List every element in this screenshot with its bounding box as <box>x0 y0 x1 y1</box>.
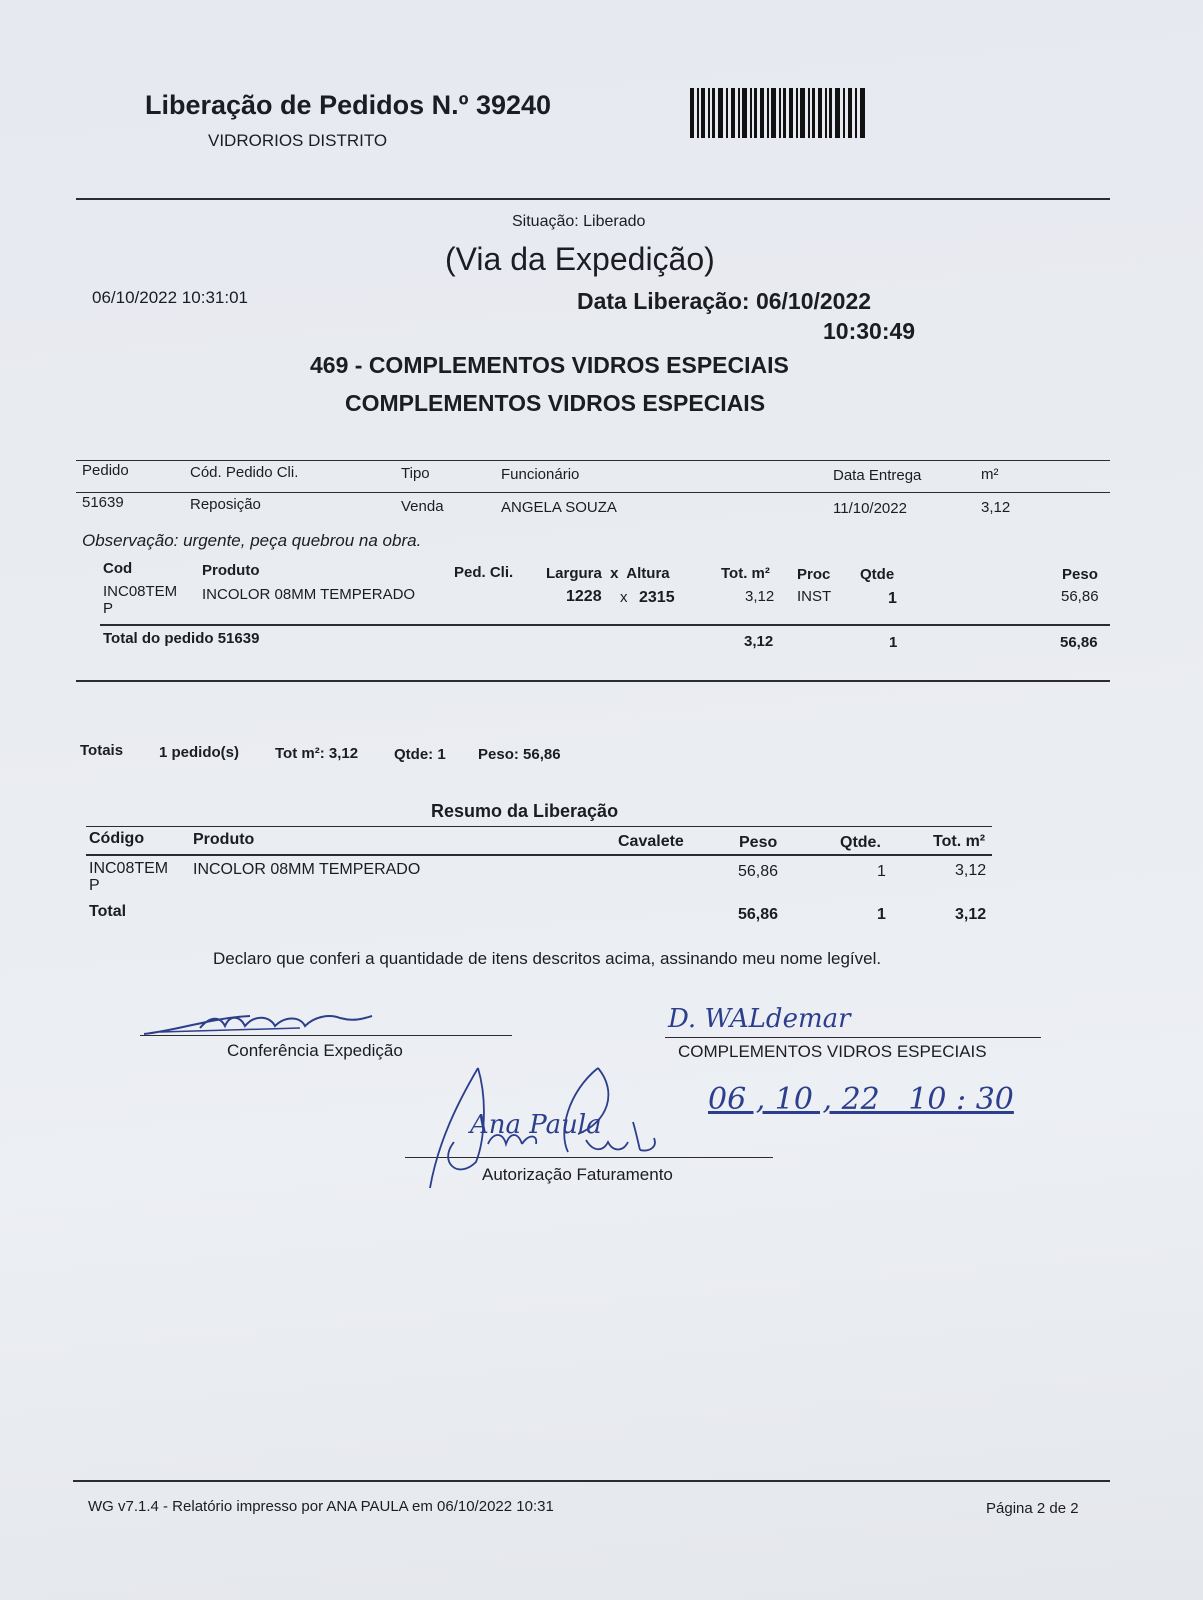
resumo-peso: 56,86 <box>738 863 779 880</box>
situacao-text: Situação: Liberado <box>512 213 646 230</box>
print-datetime: 06/10/2022 10:31:01 <box>92 288 248 307</box>
item-cod-line2: P <box>103 600 114 617</box>
col-largura-altura: Largura x Altura <box>546 565 670 582</box>
page-number: Página 2 de 2 <box>986 1500 1079 1517</box>
col-tipo: Tipo <box>401 465 430 482</box>
resumo-col-cavalete: Cavalete <box>618 833 684 850</box>
observacao: Observação: urgente, peça quebrou na obra. <box>82 531 422 550</box>
declaracao-text: Declaro que conferi a quantidade de itens descritos acima, assinando meu nome legível. <box>213 949 882 968</box>
footer-rule <box>73 1480 1110 1482</box>
item-largura: 1228 <box>566 588 602 605</box>
resumo-col-tot-m2: Tot. m² <box>933 833 986 850</box>
resumo-total-tot-m2: 3,12 <box>955 906 987 923</box>
footer-print-info: WG v7.1.4 - Relatório impresso por ANA PAULA em 06/10/2022 10:31 <box>88 1498 554 1515</box>
resumo-tot-m2: 3,12 <box>955 862 987 879</box>
data-entrega-value: 11/10/2022 <box>833 500 907 517</box>
company-name: VIDRORIOS DISTRITO <box>208 131 388 150</box>
tipo-value: Venda <box>401 498 444 515</box>
col-proc: Proc <box>797 566 831 583</box>
resumo-header-rule <box>86 854 992 856</box>
resumo-codigo-line2: P <box>89 877 100 894</box>
totais-m2: Tot m²: 3,12 <box>275 745 359 762</box>
autorizacao-label: Autorização Faturamento <box>482 1165 673 1184</box>
conferencia-signature-scribble <box>140 1008 380 1040</box>
handwritten-signature: Ana Paula <box>470 1110 602 1140</box>
total-pedido-label: Total do pedido 51639 <box>103 630 260 647</box>
via-expedicao: (Via da Expedição) <box>445 241 715 277</box>
item-x: x <box>620 589 628 606</box>
totais-pedidos: 1 pedido(s) <box>159 744 240 761</box>
col-cod-pedido-cli: Cód. Pedido Cli. <box>190 464 299 481</box>
resumo-total-peso: 56,86 <box>738 906 779 923</box>
resumo-codigo-line1: INC08TEM <box>89 860 169 877</box>
col-produto: Produto <box>202 562 260 579</box>
total-pedido-qtde: 1 <box>889 634 898 651</box>
pedido-header-rule <box>76 492 1110 493</box>
client-line-1: 469 - COMPLEMENTOS VIDROS ESPECIAIS <box>310 352 789 378</box>
item-tot-m2: 3,12 <box>745 588 775 605</box>
resumo-total-label: Total <box>89 903 127 920</box>
resumo-col-peso: Peso <box>739 834 778 851</box>
totais-peso: Peso: 56,86 <box>478 746 561 763</box>
resumo-col-codigo: Código <box>89 830 145 847</box>
empresa-label: COMPLEMENTOS VIDROS ESPECIAIS <box>678 1042 987 1061</box>
pedido-top-rule <box>76 460 1110 461</box>
header-divider <box>76 198 1110 200</box>
total-pedido-m2: 3,12 <box>744 633 774 650</box>
col-tot-m2: Tot. m² <box>721 565 770 582</box>
cod-pedido-cli-value: Reposição <box>190 496 261 513</box>
section-divider <box>76 680 1110 682</box>
resumo-top-rule <box>86 826 992 827</box>
empresa-signature-line <box>665 1037 1041 1038</box>
totais-label: Totais <box>80 742 124 759</box>
col-cod: Cod <box>103 560 133 577</box>
document-title: Liberação de Pedidos N.º 39240 <box>145 90 552 120</box>
handwritten-name-right: D. WALdemar <box>668 1004 851 1034</box>
funcionario-value: ANGELA SOUZA <box>501 499 617 516</box>
item-qtde: 1 <box>888 590 897 607</box>
resumo-produto: INCOLOR 08MM TEMPERADO <box>193 861 421 878</box>
item-peso: 56,86 <box>1061 588 1099 605</box>
resumo-title: Resumo da Liberação <box>431 801 619 821</box>
col-pedido: Pedido <box>82 462 129 479</box>
resumo-col-produto: Produto <box>193 831 255 848</box>
client-line-2: COMPLEMENTOS VIDROS ESPECIAIS <box>345 390 766 416</box>
total-pedido-peso: 56,86 <box>1060 634 1098 651</box>
pedido-number: 51639 <box>82 494 124 511</box>
item-produto: INCOLOR 08MM TEMPERADO <box>202 586 416 603</box>
col-m2: m² <box>981 466 999 483</box>
col-qtde: Qtde <box>860 566 895 583</box>
data-liberacao: Data Liberação: 06/10/2022 <box>577 288 872 314</box>
item-altura: 2315 <box>639 589 675 606</box>
resumo-col-qtde: Qtde. <box>840 834 881 851</box>
resumo-total-qtde: 1 <box>877 906 886 923</box>
handwritten-date: 06 , 10 , 22 10 : 30 <box>708 1082 1014 1117</box>
col-data-entrega: Data Entrega <box>833 467 922 484</box>
m2-value: 3,12 <box>981 499 1011 516</box>
resumo-qtde: 1 <box>877 863 886 880</box>
barcode <box>690 88 872 140</box>
totais-qtde: Qtde: 1 <box>394 746 446 763</box>
col-ped-cli: Ped. Cli. <box>454 564 514 581</box>
data-liberacao-time: 10:30:49 <box>823 318 916 344</box>
conferencia-label: Conferência Expedição <box>227 1041 403 1060</box>
item-cod-line1: INC08TEM <box>103 583 178 600</box>
item-proc: INST <box>797 588 832 605</box>
col-funcionario: Funcionário <box>501 466 580 483</box>
col-peso: Peso <box>1062 566 1098 583</box>
item-total-rule <box>100 624 1110 626</box>
